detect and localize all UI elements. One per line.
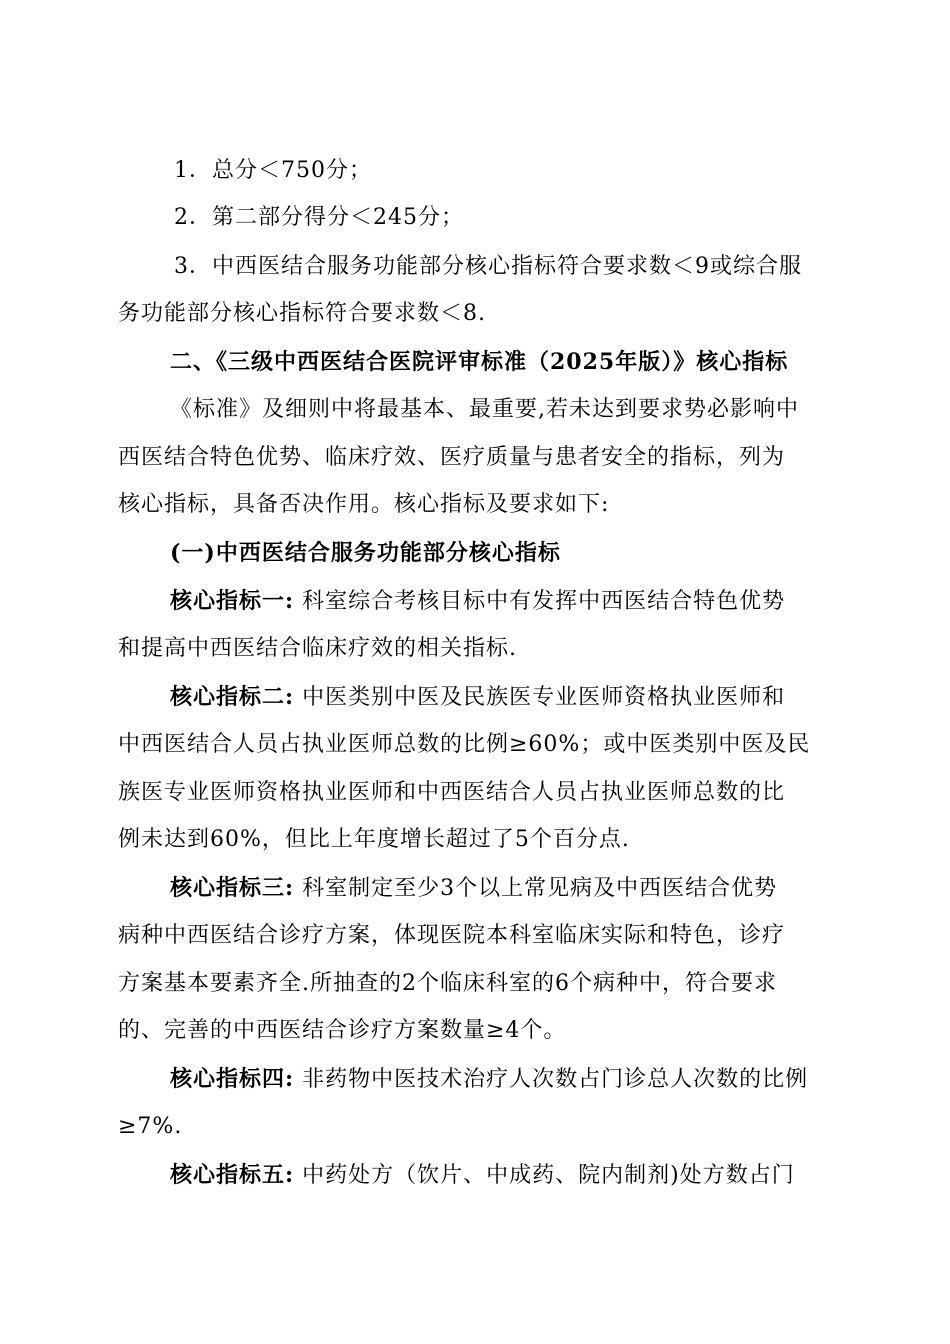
criterion-3-line-2: 务功能部分核心指标符合要求数＜8. — [118, 301, 486, 326]
criterion-1: 1．总分＜750分； — [174, 158, 372, 183]
criterion-3-line-1: 3．中西医结合服务功能部分核心指标符合要求数＜9或综合服 — [174, 254, 802, 279]
indicator-3-label: 核心指标三: — [170, 875, 295, 901]
indicator-4-text: 非药物中医技术治疗人次数占门诊总人次数的比例 — [302, 1067, 809, 1092]
indicator-5-line-1 — [170, 1160, 838, 1191]
section-2-heading: 二、《三级中西医结合医院评审标准（2025年版）》核心指标 — [170, 349, 789, 375]
indicator-3-line-1 — [170, 873, 838, 904]
indicator-3-line-3: 方案基本要素齐全.所抽查的2个临床科室的6个病种中，符合要求 — [118, 971, 777, 996]
indicator-5-text: 中药处方（饮片、中成药、院内制剂)处方数占门 — [302, 1163, 795, 1188]
section-2-intro-line-1: 《标准》及细则中将最基本、最重要,若未达到要求势必影响中 — [170, 397, 799, 422]
indicator-5-label: 核心指标五: — [170, 1162, 295, 1188]
criterion-2: 2．第二部分得分＜245分； — [174, 205, 464, 230]
indicator-2-label: 核心指标二: — [170, 684, 295, 710]
indicator-3-line-2: 病种中西医结合诊疗方案，体现医院本科室临床实际和特色，诊疗 — [118, 923, 786, 948]
section-2-intro-line-2: 西医结合特色优势、临床疗效、医疗质量与患者安全的指标，列为 — [118, 445, 786, 470]
indicator-2-text: 中医类别中医及民族医专业医师资格执业医师和 — [302, 685, 786, 710]
indicator-4-label: 核心指标四: — [170, 1066, 295, 1092]
indicator-4-line-1 — [170, 1064, 838, 1095]
indicator-3-line-4: 的、完善的中西医结合诊疗方案数量≥4个。 — [118, 1018, 567, 1043]
indicator-1-text: 科室综合考核目标中有发挥中西医结合特色优势 — [302, 589, 786, 614]
indicator-2-line-2: 中西医结合人员占执业医师总数的比例≥60%；或中医类别中医及民 — [118, 732, 811, 757]
indicator-1-line-1 — [170, 586, 838, 617]
indicator-4-line-2: ≥7%. — [118, 1114, 183, 1139]
indicator-1-label: 核心指标一: — [170, 588, 295, 614]
subsection-1-heading: (一)中西医结合服务功能部分核心指标 — [170, 540, 561, 566]
indicator-2-line-1 — [170, 682, 838, 713]
indicator-1-line-2: 和提高中西医结合临床疗效的相关指标. — [118, 636, 517, 661]
indicator-2-line-3: 族医专业医师资格执业医师和中西医结合人员占执业医师总数的比 — [118, 780, 786, 805]
indicator-3-text: 科室制定至少3个以上常见病及中西医结合优势 — [302, 876, 778, 901]
section-2-intro-line-3: 核心指标，具备否决作用。核心指标及要求如下: — [118, 492, 610, 517]
indicator-2-line-4: 例未达到60%，但比上年度增长超过了5个百分点. — [118, 827, 630, 852]
